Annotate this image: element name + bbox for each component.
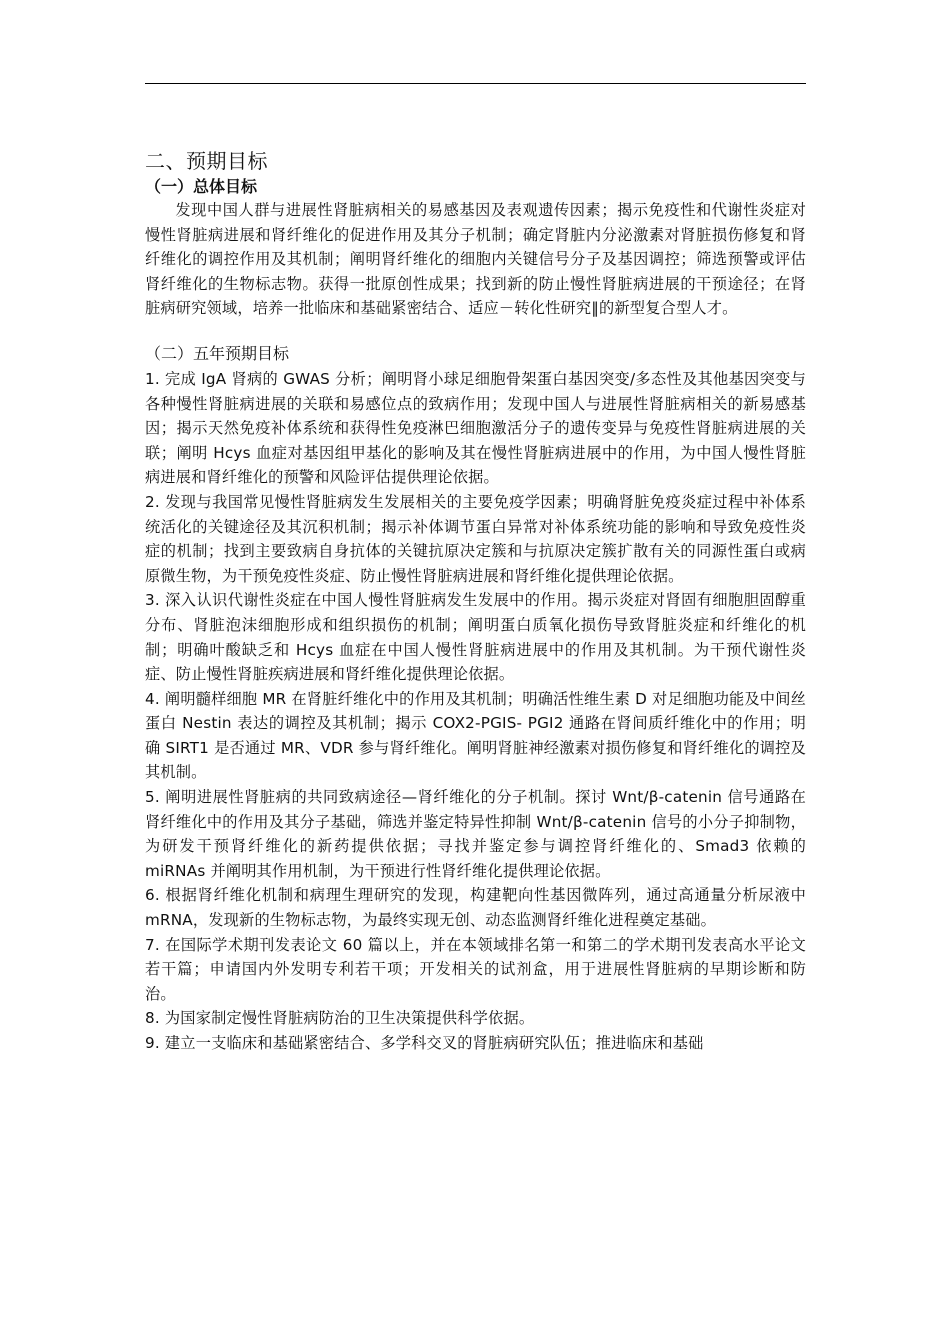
goal-item-5: 5. 阐明进展性肾脏病的共同致病途径—肾纤维化的分子机制。探讨 Wnt/β-catenin 信号通路在肾纤维化中的作用及其分子基础，筛选并鉴定特异性抑制 Wnt/β-catenin 信号的小分子抑制物，为研发干预肾纤维化的新药提供依据；寻找并鉴定参与调控肾纤维化的、Smad3 依赖的 miRNAs 并阐明其作用机制，为干预进行性肾纤维化提供理论依据。 (145, 788, 806, 880)
goal-item-7: 7. 在国际学术期刊发表论文 60 篇以上，并在本领域排名第一和第二的学术期刊发表高水平论文若干篇；申请国内外发明专利若干项；开发相关的试剂盒，用于进展性肾脏病的早期诊断和防治。 (145, 935, 806, 1003)
goal-item-1: 1. 完成 IgA 肾病的 GWAS 分析；阐明肾小球足细胞骨架蛋白基因突变/多态性及其他基因突变与各种慢性肾脏病进展的关联和易感位点的致病作用；发现中国人与进展性肾脏病相关的新易感基因；揭示天然免疫补体系统和获得性免疫淋巴细胞激活分子的遗传变异与免疫性肾脏病进展的关联；阐明 Hcys 血症对基因组甲基化的影响及其在慢性肾脏病进展中的作用，为中国人慢性肾脏病进展和肾纤维化的预警和风险评估提供理论依据。 (145, 369, 806, 487)
overall-goal-paragraph: 发现中国人群与进展性肾脏病相关的易感基因及表观遗传因素；揭示免疫性和代谢性炎症对慢性肾脏病进展和肾纤维化的促进作用及其分子机制；确定肾脏内分泌激素对肾脏损伤修复和肾纤维化的调控作用及其机制；阐明肾纤维化的细胞内关键信号分子及基因调控；筛选预警或评估肾纤维化的生物标志物。获得一批原创性成果；找到新的防止慢性肾脏病进展的干预途径；在肾脏病研究领域，培养一批临床和基础紧密结合、适应－转化性研究‖的新型复合型人才。 (145, 201, 806, 318)
goal-item-8: 8. 为国家制定慢性肾脏病防治的卫生决策提供科学依据。 (145, 1009, 535, 1028)
document-body (145, 146, 806, 1056)
goal-item-3: 3. 深入认识代谢性炎症在中国人慢性肾脏病发生发展中的作用。揭示炎症对肾固有细胞胆固醇重分布、肾脏泡沫细胞形成和组织损伤的机制；阐明蛋白质氧化损伤导致肾脏炎症和纤维化的机制；明确叶酸缺乏和 Hcys 血症在中国人慢性肾脏病进展中的作用及其机制。为干预代谢性炎症、防止慢性肾脏疾病进展和肾纤维化提供理论依据。 (145, 591, 806, 684)
five-year-goal-heading: （二）五年预期目标 (145, 343, 290, 363)
goal-item-4: 4. 阐明髓样细胞 MR 在肾脏纤维化中的作用及其机制；明确活性维生素 D 对足细胞功能及中间丝蛋白 Nestin 表达的调控及其机制；揭示 COX2-PGIS- PGI2 通路在肾间质纤维化中的作用；明确 SIRT1 是否通过 MR、VDR 参与肾纤维化。阐明肾脏神经激素对损伤修复和肾纤维化的调控及其机制。 (145, 689, 806, 782)
goal-item-6: 6. 根据肾纤维化机制和病理生理研究的发现，构建靶向性基因微阵列，通过高通量分析尿液中 mRNA，发现新的生物标志物，为最终实现无创、动态监测肾纤维化进程奠定基础。 (145, 886, 806, 930)
overall-goal-heading: （一）总体目标 (145, 177, 258, 196)
header-rule (145, 83, 806, 84)
goal-item-9: 9. 建立一支临床和基础紧密结合、多学科交叉的肾脏病研究队伍；推进临床和基础 (145, 1034, 704, 1052)
goal-item-2: 2. 发现与我国常见慢性肾脏病发生发展相关的主要免疫学因素；明确肾脏免疫炎症过程中补体系统活化的关键途径及其沉积机制；揭示补体调节蛋白异常对补体系统功能的影响和导致免疫性炎症的机制；找到主要致病自身抗体的关键抗原决定簇和与抗原决定簇扩散有关的同源性蛋白或病原微生物，为干预免疫性炎症、防止慢性肾脏病进展和肾纤维化提供理论依据。 (145, 492, 806, 585)
section-title: 二、预期目标 (145, 149, 268, 173)
